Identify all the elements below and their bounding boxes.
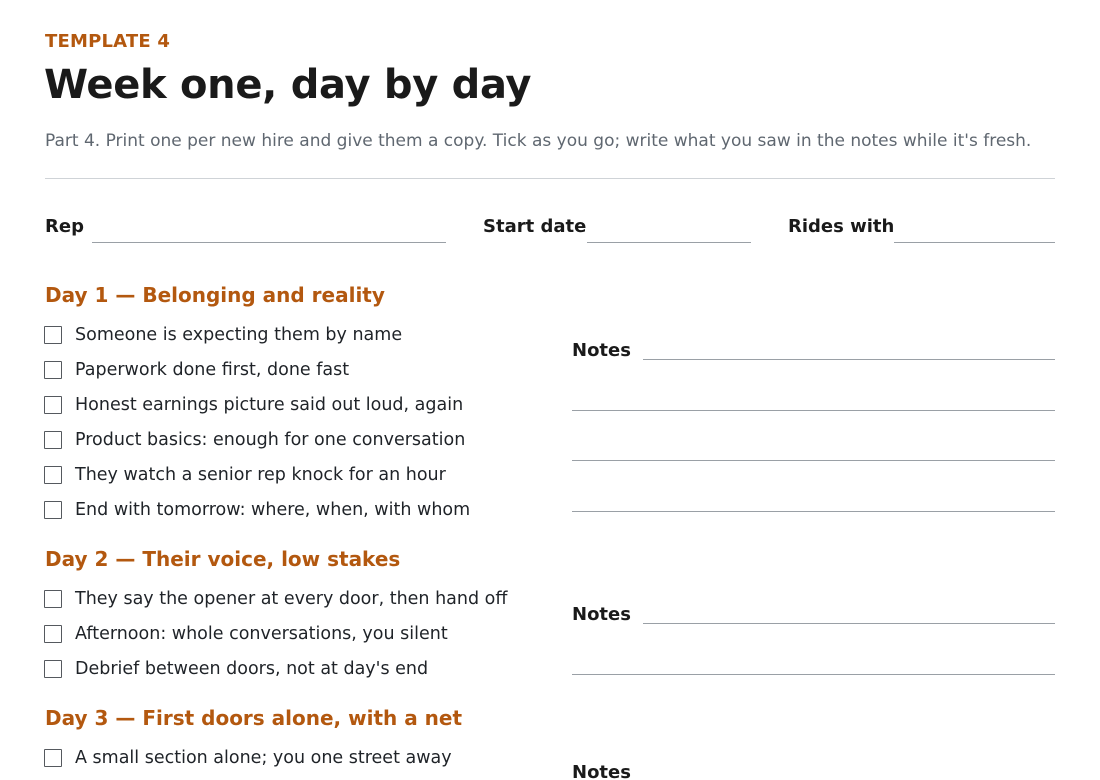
rep-field[interactable] [92, 242, 446, 243]
checkbox[interactable] [44, 660, 62, 678]
checklist-item[interactable] [44, 623, 448, 645]
checklist-item-label: Afternoon: whole conversations, you silent [75, 624, 448, 644]
checkbox[interactable] [44, 749, 62, 767]
checkbox[interactable] [44, 396, 62, 414]
checklist-item-label: Honest earnings picture said out loud, again [75, 395, 464, 415]
checkbox[interactable] [44, 590, 62, 608]
day-2-notes-line[interactable] [643, 623, 1055, 624]
checkbox[interactable] [44, 501, 62, 519]
eyebrow-label: TEMPLATE 4 [45, 31, 171, 52]
checkbox[interactable] [44, 625, 62, 643]
page-subtitle: Part 4. Print one per new hire and give them a copy. Tick as you go; write what you saw in the notes while it's fresh. [45, 131, 1032, 151]
checklist-item-label: They watch a senior rep knock for an hour [75, 465, 446, 485]
checklist-item[interactable] [44, 658, 428, 680]
rep-label: Rep [45, 216, 84, 237]
checklist-item[interactable] [44, 464, 446, 486]
checklist-item-label: Paperwork done first, done fast [75, 360, 350, 380]
checkbox[interactable] [44, 466, 62, 484]
checklist-item-label: They say the opener at every door, then hand off [75, 589, 508, 609]
page-title: Week one, day by day [44, 62, 532, 108]
checklist-item-label: Someone is expecting them by name [75, 325, 403, 345]
checklist-item[interactable] [44, 394, 463, 416]
checklist-item-label: End with tomorrow: where, when, with whom [75, 500, 471, 520]
checklist-item-label: A small section alone; you one street away [75, 748, 452, 768]
checklist-item[interactable] [44, 588, 507, 610]
day-2-heading: Day 2 — Their voice, low stakes [45, 547, 401, 571]
checklist-item[interactable] [44, 359, 349, 381]
checkbox[interactable] [44, 326, 62, 344]
day-3-heading: Day 3 — First doors alone, with a net [45, 706, 463, 730]
checkbox[interactable] [44, 361, 62, 379]
day-1-heading: Day 1 — Belonging and reality [45, 283, 385, 307]
checklist-item[interactable] [44, 429, 465, 451]
day-2-notes-line[interactable] [572, 674, 1055, 675]
day-1-notes-line[interactable] [572, 460, 1055, 461]
checklist-item[interactable] [44, 747, 452, 769]
start-date-label: Start date [483, 216, 587, 237]
divider [45, 178, 1055, 179]
checklist-item-label: Debrief between doors, not at day's end [75, 659, 429, 679]
day-1-notes-label: Notes [572, 340, 631, 361]
day-3-notes-label: Notes [572, 762, 631, 780]
rides-with-label: Rides with [788, 216, 895, 237]
checklist-item[interactable] [44, 499, 470, 521]
checklist-item[interactable] [44, 324, 402, 346]
day-1-notes-line[interactable] [572, 410, 1055, 411]
day-1-notes-line[interactable] [643, 359, 1055, 360]
start-date-field[interactable] [587, 242, 751, 243]
rides-with-field[interactable] [894, 242, 1055, 243]
day-1-notes-line[interactable] [572, 511, 1055, 512]
checkbox[interactable] [44, 431, 62, 449]
checklist-item-label: Product basics: enough for one conversation [75, 430, 466, 450]
day-2-notes-label: Notes [572, 604, 631, 625]
